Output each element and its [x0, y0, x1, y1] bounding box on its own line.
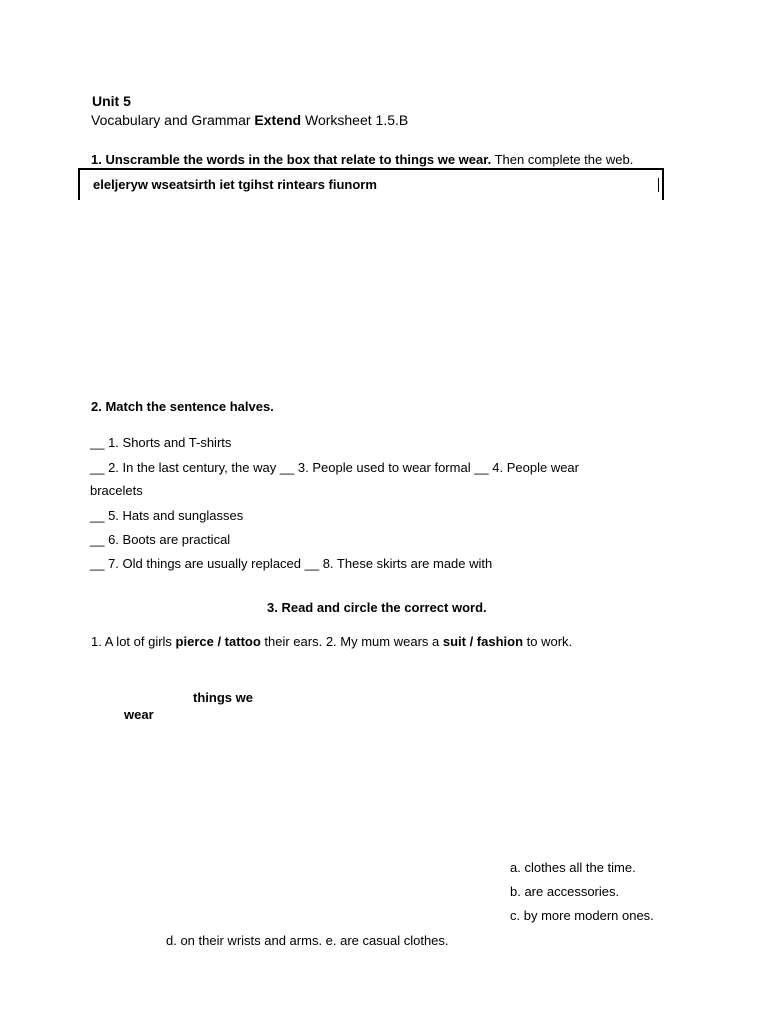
subtitle-suffix: Worksheet 1.5.B [301, 112, 409, 128]
exercise3-heading: 3. Read and circle the correct word. [267, 600, 487, 615]
s1-suffix: their ears. 2. My mum wears a [260, 634, 443, 649]
match-line-6: __ 7. Old things are usually replaced __ 8. These skirts are made with [90, 556, 493, 571]
exercise2-heading: 2. Match the sentence halves. [91, 399, 274, 414]
s2-suffix: to work. [523, 634, 573, 649]
s1-options[interactable]: pierce / tattoo [175, 634, 261, 649]
unit-title: Unit 5 [92, 93, 131, 109]
answer-d-e: d. on their wrists and arms. e. are casual clothes. [166, 933, 449, 948]
s1-prefix: 1. A lot of girls [91, 634, 176, 649]
exercise1-instruction-rest: Then complete the web. [491, 152, 634, 167]
scrambled-words: eleljeryw wseatsirth iet tgihst rintears fiunorm [93, 177, 377, 192]
match-line-5: __ 6. Boots are practical [90, 532, 231, 547]
web-label-line1: things we [193, 690, 253, 705]
subtitle-bold: Extend [254, 112, 302, 128]
match-line-3: bracelets [90, 483, 143, 498]
match-line-2: __ 2. In the last century, the way __ 3. People used to wear formal __ 4. People wear [90, 460, 579, 475]
exercise3-sentences [91, 634, 572, 649]
worksheet-subtitle [91, 112, 408, 128]
answer-a: a. clothes all the time. [510, 860, 636, 875]
exercise1-instruction [91, 152, 633, 167]
s2-options[interactable]: suit / fashion [442, 634, 524, 649]
exercise1-instruction-bold: 1. Unscramble the words in the box that relate to things we wear. [91, 152, 492, 167]
match-line-4: __ 5. Hats and sunglasses [90, 508, 244, 523]
match-line-1: __ 1. Shorts and T-shirts [90, 435, 232, 450]
subtitle-prefix: Vocabulary and Grammar [91, 112, 255, 128]
word-box [78, 168, 664, 200]
web-label-line2: wear [124, 707, 154, 722]
text-cursor [658, 178, 659, 192]
answer-c: c. by more modern ones. [510, 908, 654, 923]
answer-b: b. are accessories. [510, 884, 620, 899]
